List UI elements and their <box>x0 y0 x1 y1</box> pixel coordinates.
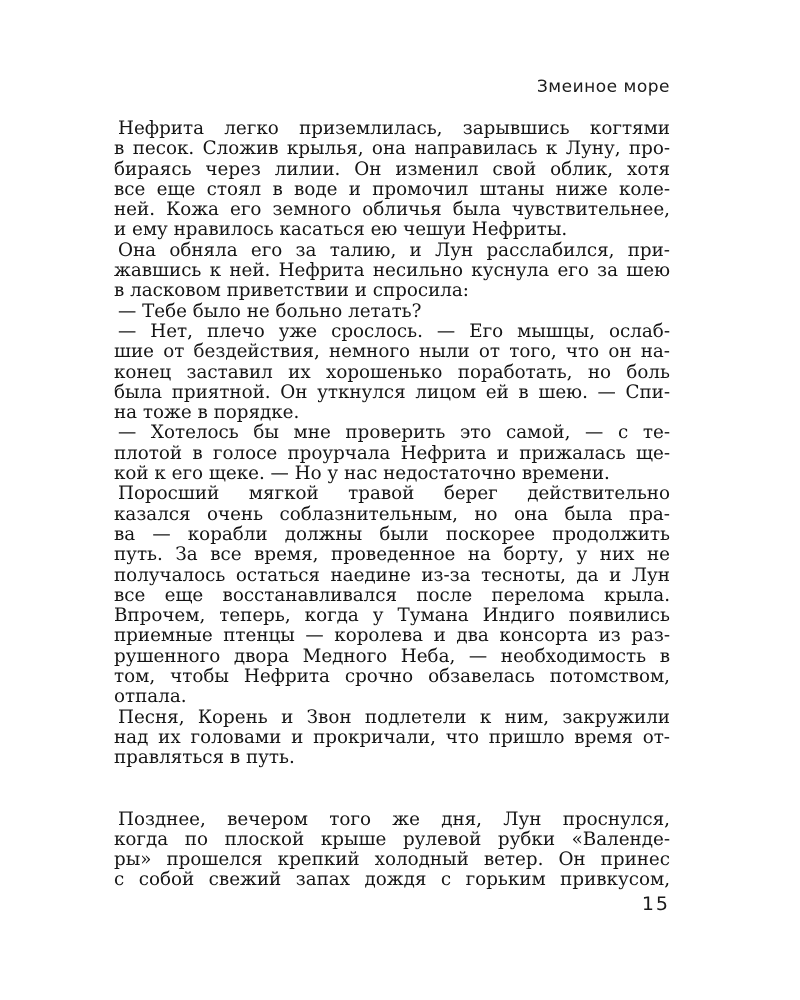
text-line: Песня, Корень и Звон подлетели к ним, закружили <box>118 707 670 728</box>
body-text <box>114 119 670 891</box>
text-line: на тоже в порядке. <box>114 403 300 424</box>
text-line: когда по плоской крыше рулевой рубки «Валенде- <box>114 829 670 850</box>
paragraph <box>114 810 670 891</box>
text-line: — Нет, плечо уже срослось. — Его мышцы, ослаб- <box>118 321 670 342</box>
text-line: получалось остаться наедине из-за тесноты, да и Лун <box>114 565 670 586</box>
text-line: казался очень соблазнительным, но она была пра- <box>114 504 670 525</box>
text-line: шие от бездействия, немного ныли от того, что он на- <box>114 342 670 363</box>
text-line: Поросший мягкой травой берег действительно <box>118 484 670 505</box>
text-line: том, чтобы Нефрита срочно обзавелась потомством, <box>114 667 670 688</box>
paragraph <box>114 484 670 707</box>
paragraph <box>114 423 670 484</box>
text-line: Впрочем, теперь, когда у Тумана Индиго появились <box>114 606 670 627</box>
paragraph <box>114 241 670 302</box>
text-line: в ласковом приветствии и спросила: <box>114 281 469 302</box>
text-line: путь. За все время, проведенное на борту, у них не <box>114 545 670 566</box>
text-line: ры» прошелся крепкий холодный ветер. Он принес <box>114 850 670 871</box>
text-line: рушенного двора Медного Неба, — необходимость в <box>114 646 670 667</box>
paragraph <box>114 302 670 322</box>
paragraph <box>114 322 670 423</box>
text-line: была приятной. Он уткнулся лицом ей в шею. — Спи- <box>114 382 670 403</box>
paragraph <box>114 708 670 769</box>
text-line: правляться в путь. <box>114 748 295 769</box>
section-break <box>114 769 670 810</box>
page-number: 15 <box>641 893 670 915</box>
text-line: приемные птенцы — королева и два консорта из раз- <box>114 626 670 647</box>
text-line: жавшись к ней. Нефрита несильно куснула его за шею <box>114 261 670 282</box>
text-line: ней. Кожа его земного обличья была чувствительнее, <box>114 200 670 221</box>
text-line: ва — корабли должны были поскорее продолжить <box>114 524 670 545</box>
text-line: и ему нравилось касаться ею чешуи Нефриты. <box>114 220 568 241</box>
text-line: все еще стоял в воде и промочил штаны ниже коле- <box>114 179 670 200</box>
paragraph <box>114 119 670 241</box>
running-head: Змеиное море <box>536 77 670 97</box>
text-line: — Хотелось бы мне проверить это самой, — с те- <box>118 423 670 444</box>
text-line: — Тебе было не больно летать? <box>118 301 422 322</box>
text-line: Нефрита легко приземлилась, зарывшись когтями <box>118 119 670 139</box>
text-line: отпала. <box>114 687 187 708</box>
text-line: в песок. Сложив крылья, она направилась к Луну, про- <box>114 139 670 160</box>
text-line: Она обняла его за талию, и Лун расслабился, при- <box>118 240 670 261</box>
text-line: Позднее, вечером того же дня, Лун проснулся, <box>118 809 670 830</box>
text-line: плотой в голосе проурчала Нефрита и прижалась ще- <box>114 443 670 464</box>
text-line: кой к его щеке. — Но у нас недостаточно времени. <box>114 464 610 485</box>
text-line: конец заставил их хорошенько поработать, но боль <box>114 362 670 383</box>
text-line: бираясь через лилии. Он изменил свой облик, хотя <box>114 159 670 180</box>
text-line: все еще восстанавливался после перелома крыла. <box>114 585 670 606</box>
text-line: над их головами и прокричали, что пришло время от- <box>114 727 670 748</box>
text-line: с собой свежий запах дождя с горьким привкусом, <box>114 870 670 891</box>
